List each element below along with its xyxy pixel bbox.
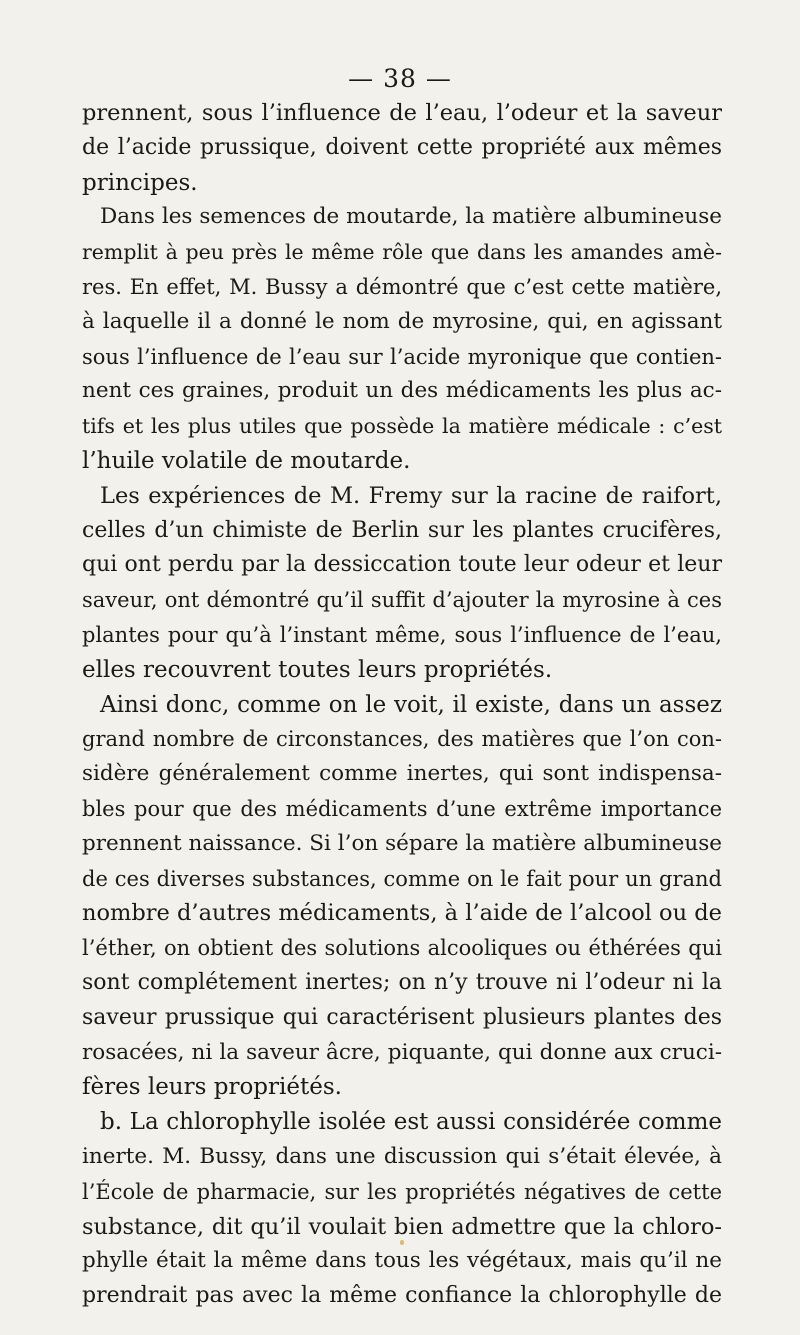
text-line: phylle était la même dans tous les végétaux, mais qu’il ne: [82, 1248, 722, 1274]
text-line: saveur, ont démontré qu’il suffit d’ajouter la myrosine à ces: [82, 588, 722, 613]
text-line: l’École de pharmacie, sur les propriétés négatives de cette: [82, 1179, 722, 1204]
body-text: [82, 96, 722, 1314]
text-line: sidère généralement comme inertes, qui sont indispensa-: [82, 761, 722, 787]
text-line: de ces diverses substances, comme on le fait pour un grand: [82, 866, 722, 891]
text-line: nent ces graines, produit un des médicaments les plus ac-: [82, 378, 722, 404]
text-line: nombre d’autres médicaments, à l’aide de l’alcool ou de: [82, 900, 722, 927]
text-line: res. En effet, M. Bussy a démontré que c’est cette matière,: [82, 274, 722, 299]
text-line: sous l’influence de l’eau sur l’acide myronique que contien-: [82, 344, 722, 369]
text-line: elles recouvrent toutes leurs propriétés.: [82, 656, 553, 683]
text-line: qui ont perdu par la dessiccation toute leur odeur et leur: [82, 552, 722, 578]
text-line: prennent, sous l’influence de l’eau, l’odeur et la saveur: [82, 100, 722, 126]
text-line: bles pour que des médicaments d’une extrême importance: [82, 796, 722, 821]
text-line: grand nombre de circonstances, des matières que l’on con-: [82, 727, 722, 752]
text-line: l’huile volatile de moutarde.: [82, 447, 411, 474]
text-line: substance, dit qu’il voulait bien admettre que la chloro-: [82, 1213, 722, 1240]
text-line: tifs et les plus utiles que possède la matière médicale : c’est: [82, 414, 722, 439]
text-line: Ainsi donc, comme on le voit, il existe, dans un assez: [100, 691, 722, 718]
text-line: l’éther, on obtient des solutions alcooliques ou éthérées qui: [82, 936, 722, 961]
text-line: à laquelle il a donné le nom de myrosine, qui, en agissant: [82, 308, 722, 334]
paper-speck: [400, 1240, 404, 1245]
text-line: fères leurs propriétés.: [82, 1074, 342, 1101]
text-line: de l’acide prussique, doivent cette propriété aux mêmes: [82, 134, 722, 160]
text-line: Les expériences de M. Fremy sur la racine de raifort,: [100, 482, 722, 509]
text-line: sont complétement inertes; on n’y trouve ni l’odeur ni la: [82, 969, 722, 995]
page-number: — 38 —: [348, 64, 452, 93]
text-line: rosacées, ni la saveur âcre, piquante, qui donne aux cruci-: [82, 1039, 722, 1065]
text-line: saveur prussique qui caractérisent plusieurs plantes des: [82, 1004, 722, 1030]
text-line: prennent naissance. Si l’on sépare la matière albumineuse: [82, 830, 722, 856]
text-line: prendrait pas avec la même confiance la chlorophylle de: [82, 1283, 722, 1309]
text-line: Dans les semences de moutarde, la matière albumineuse: [100, 204, 722, 230]
text-line: celles d’un chimiste de Berlin sur les plantes crucifères,: [82, 517, 722, 543]
text-line: remplit à peu près le même rôle que dans les amandes amè-: [82, 240, 722, 265]
text-line: plantes pour qu’à l’instant même, sous l’influence de l’eau,: [82, 622, 722, 647]
text-line: principes.: [82, 169, 198, 196]
text-line: inerte. M. Bussy, dans une discussion qui s’était élevée, à: [82, 1143, 722, 1169]
text-line: b. La chlorophylle isolée est aussi considérée comme: [100, 1109, 722, 1136]
